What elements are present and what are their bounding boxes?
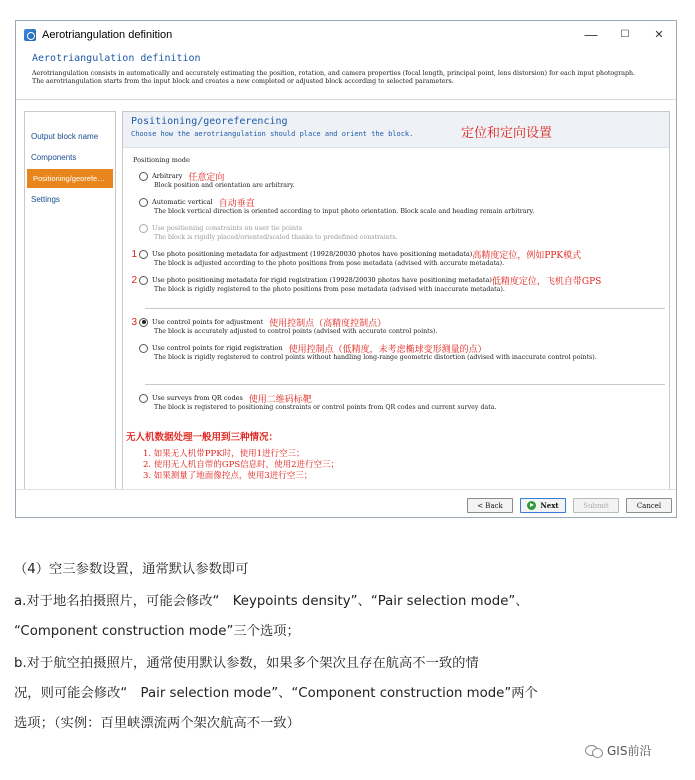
notes-title: 无人机数据处理一般用到三种情况： — [126, 432, 279, 443]
option-label[interactable]: Use photo positioning metadata for adjustment (19928/20030 photos have positioning metadata) — [152, 250, 473, 258]
divider — [145, 308, 665, 309]
notes-line: 3. 如果测量了地面像控点，使用3进行空三； — [143, 471, 313, 481]
radio-metadata-adjustment[interactable] — [139, 250, 148, 259]
positioning-panel — [122, 111, 670, 501]
radio-user-tie-points — [139, 224, 148, 233]
sidebar-item-components[interactable]: Components — [31, 153, 77, 162]
article-line: b.对于航空拍摄照片，通常使用默认参数，如果多个架次且存在航高不一致的情 — [14, 656, 479, 671]
option-control-points-rigid — [123, 342, 670, 362]
radio-qr-surveys[interactable] — [139, 394, 148, 403]
option-annotation: 自动垂直 — [218, 198, 255, 209]
wizard-sidebar — [24, 111, 116, 501]
dialog-footer — [16, 489, 676, 517]
header-description: Aerotriangulation consists in automatically and accurately estimating the position, rotation, and camera properties (focal length, principal point, lens distorsion) for each input photograph. — [32, 70, 636, 77]
sidebar-item-settings[interactable]: Settings — [31, 195, 60, 204]
option-description: The block is adjusted according to the photo positions from pose metadata (advised with accurate metadata). — [154, 260, 505, 267]
watermark-text: GIS前沿 — [607, 744, 652, 758]
option-annotation: 使用控制点（低精度，未考虑椭球变形测量的点） — [288, 344, 487, 355]
positioning-mode-label: Positioning mode — [133, 156, 190, 164]
option-annotation: 使用二维码标靶 — [248, 394, 312, 405]
annotation-positioning: 定位和定向设置 — [461, 126, 553, 141]
option-automatic-vertical — [123, 196, 670, 216]
radio-automatic-vertical[interactable] — [139, 198, 148, 207]
cancel-button[interactable]: Cancel — [626, 498, 672, 513]
option-metadata-adjustment — [123, 248, 670, 268]
panel-title: Positioning/georeferencing — [131, 116, 288, 127]
option-annotation: 高精度定位，例如PPK模式 — [472, 250, 582, 261]
submit-button: Submit — [573, 498, 619, 513]
article-line: 选项；（实例：百里峡漂流两个架次航高不一致） — [14, 716, 300, 731]
option-arbitrary — [123, 170, 670, 190]
next-button[interactable] — [520, 498, 566, 513]
divider — [145, 384, 665, 385]
option-number: 1 — [131, 248, 137, 260]
option-number: 3 — [131, 316, 137, 328]
option-description: The block is registered to positioning constraints or control points from QR codes and current survey data. — [154, 404, 497, 411]
radio-control-points-rigid[interactable] — [139, 344, 148, 353]
option-label[interactable]: Arbitrary — [152, 172, 183, 180]
option-annotation: 使用控制点（高精度控制点） — [269, 318, 387, 329]
option-user-tie-points — [123, 222, 670, 242]
maximize-icon[interactable]: ☐ — [620, 29, 630, 40]
dialog-window — [15, 20, 677, 518]
window-title: Aerotriangulation definition — [42, 28, 173, 41]
header-title: Aerotriangulation definition — [32, 53, 201, 64]
close-icon[interactable]: ✕ — [654, 29, 664, 41]
article-line: 况，则可能会修改“ Pair selection mode”、“Component construction mode”两个 — [14, 686, 538, 701]
option-annotation: 任意定向 — [188, 172, 225, 183]
notes-line: 2. 使用无人机自带的GPS信息时，使用2进行空三； — [143, 460, 340, 470]
dialog-header — [16, 48, 676, 100]
title-bar — [16, 21, 676, 48]
next-label: Next — [540, 501, 559, 510]
wechat-icon — [585, 744, 603, 758]
notes-line: 1. 如果无人机带PPK时，使用1进行空三； — [143, 449, 305, 459]
option-label: Use positioning constraints on user tie points — [152, 224, 303, 232]
minimize-icon[interactable]: — — [584, 27, 598, 42]
sidebar-item-output-block-name[interactable]: Output block name — [31, 132, 99, 141]
article-line: “Component construction mode”三个选项； — [14, 624, 300, 639]
option-label[interactable]: Use photo positioning metadata for rigid registration (19928/20030 photos have positioning metadata) — [152, 276, 492, 284]
option-label[interactable]: Use surveys from QR codes — [152, 394, 243, 402]
option-description: The block is rigidly registered to control points without handling long-range geometric distortion (advised with inaccurate control points). — [154, 354, 597, 361]
option-description: The block is rigidly registered to the photo positions from pose metadata (advised with inaccurate metadata). — [154, 286, 505, 293]
panel-subtitle: Choose how the aerotriangulation should place and orient the block. — [131, 130, 414, 138]
option-label[interactable]: Use control points for rigid registration — [152, 344, 283, 352]
article-line: a.对于地名拍摄照片，可能会修改“ Keypoints density”、“Pair selection mode”、 — [14, 594, 529, 609]
article-line: （4）空三参数设置，通常默认参数即可 — [14, 562, 249, 577]
option-annotation: 低精度定位，飞机自带GPS — [491, 276, 602, 287]
radio-arbitrary[interactable] — [139, 172, 148, 181]
option-number: 2 — [131, 274, 137, 286]
option-label[interactable]: Automatic vertical — [152, 198, 213, 206]
option-description: Block position and orientation are arbitrary. — [154, 182, 295, 189]
watermark — [585, 742, 651, 759]
option-qr-surveys — [123, 392, 670, 412]
option-control-points-adjustment — [123, 316, 670, 336]
option-description: The block vertical direction is oriented according to input photo orientation. Block scale and heading remain arbitrary. — [154, 208, 535, 215]
app-icon — [24, 29, 36, 41]
radio-metadata-rigid[interactable] — [139, 276, 148, 285]
sidebar-item-positioning[interactable]: Positioning/georefe… — [27, 169, 113, 188]
panel-header — [123, 112, 669, 148]
next-icon — [527, 501, 536, 510]
annotation-notes — [126, 432, 340, 482]
option-metadata-rigid — [123, 274, 670, 294]
radio-control-points-adjustment[interactable] — [139, 318, 148, 327]
option-label[interactable]: Use control points for adjustment — [152, 318, 264, 326]
header-description-2: The aerotriangulation starts from the input block and creates a new completed or adjusted block according to selected parameters. — [32, 78, 454, 85]
window-controls — [574, 21, 676, 48]
option-description: The block is rigidly placed/oriented/scaled thanks to predefined constraints. — [154, 234, 398, 241]
back-button[interactable]: < Back — [467, 498, 513, 513]
option-description: The block is accurately adjusted to control points (advised with accurate control points). — [154, 328, 438, 335]
